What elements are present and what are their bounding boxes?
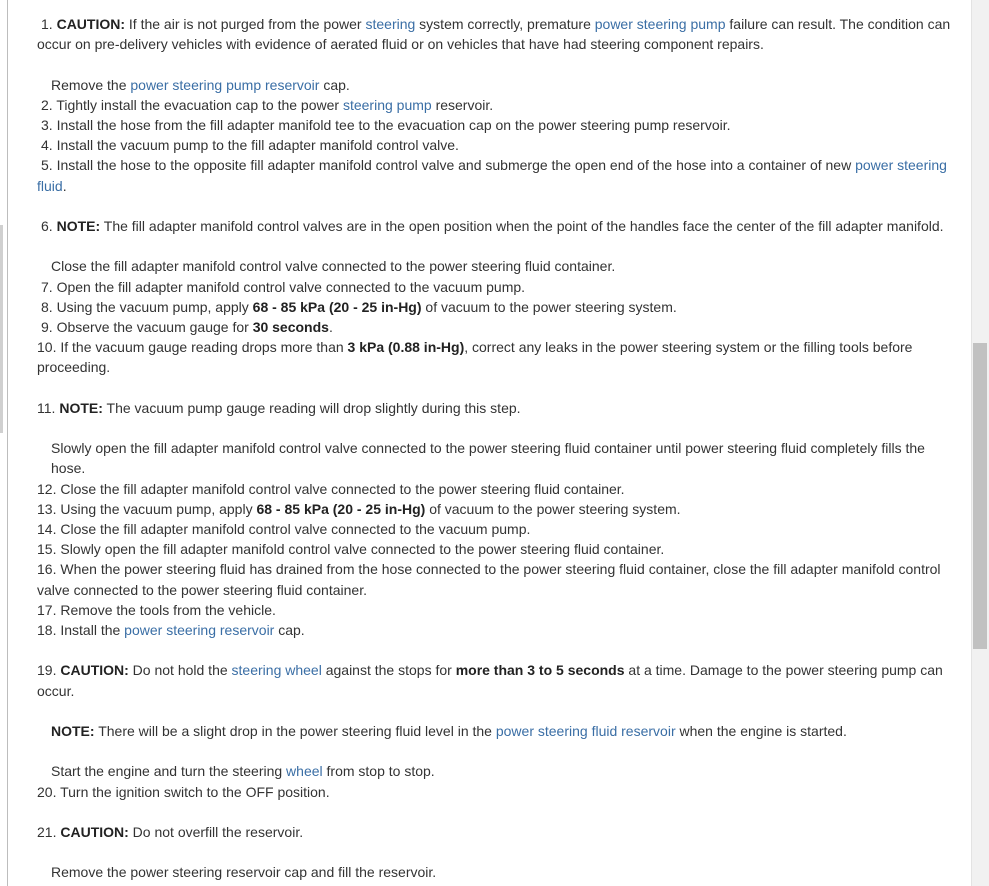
step-13: 13. Using the vacuum pump, apply 68 - 85 kPa (20 - 25 in-Hg) of vacuum to the power steering system. [37, 500, 681, 517]
step-6: 6. NOTE: The fill adapter manifold control valves are in the open position when the point of the handles face the center of the fill adapter manifold. [41, 218, 944, 234]
step-8: 8. Using the vacuum pump, apply 68 - 85 kPa (20 - 25 in-Hg) of vacuum to the power steering system. [41, 298, 677, 315]
caution-label: CAUTION: [60, 823, 129, 840]
step-14: 14. Close the fill adapter manifold control valve connected to the vacuum pump. [37, 521, 531, 537]
link-power-steering-pump[interactable]: power steering pump [594, 16, 726, 32]
step-10: 10. If the vacuum gauge reading drops more than 3 kPa (0.88 in-Hg), correct any leaks in the power steering system or the filling tools before proceeding. [37, 339, 913, 376]
procedure-content [37, 14, 963, 883]
step-11-action: Slowly open the fill adapter manifold control valve connected to the power steering fluid container until power steering fluid completely fills the hose. [51, 440, 925, 477]
step-1: 1. CAUTION: If the air is not purged from the power steering system correctly, premature power steering pump failure can result. The condition can occur on pre-delivery vehicles with evidence of aerated fluid or on vehicles that have had steering component repairs. [37, 16, 951, 53]
step-3: 3. Install the hose from the fill adapter manifold tee to the evacuation cap on the power steering pump reservoir. [41, 117, 731, 133]
step-11: 11. NOTE: The vacuum pump gauge reading will drop slightly during this step. [37, 399, 521, 416]
step-15: 15. Slowly open the fill adapter manifold control valve connected to the power steering fluid container. [37, 541, 665, 558]
step-4: 4. Install the vacuum pump to the fill adapter manifold control valve. [41, 137, 459, 154]
link-power-steering-fluid[interactable]: power steering fluid [37, 157, 947, 194]
left-accent-bar [0, 225, 3, 433]
step-19-action: Start the engine and turn the steering wheel from stop to stop. [51, 763, 435, 780]
step-19-note: NOTE: There will be a slight drop in the power steering fluid level in the power steering fluid reservoir when the engine is started. [51, 723, 847, 739]
note-label: NOTE: [51, 723, 95, 739]
link-power-steering-reservoir[interactable]: power steering reservoir [124, 622, 275, 639]
step-5: 5. Install the hose to the opposite fill adapter manifold control valve and submerge the open end of the hose into a container of new power steering fluid. [37, 157, 947, 194]
link-steering-pump[interactable]: steering pump [342, 96, 432, 113]
scrollbar-thumb[interactable] [973, 343, 987, 649]
left-border [7, 0, 8, 886]
step-20: 20. Turn the ignition switch to the OFF position. [37, 783, 330, 800]
link-wheel[interactable]: wheel [286, 763, 323, 780]
caution-label: CAUTION: [60, 662, 129, 679]
step-16: 16. When the power steering fluid has drained from the hose connected to the power steering fluid container, close the fill adapter manifold control valve connected to the power steering fluid container. [37, 561, 941, 598]
step-1-action: Remove the power steering pump reservoir cap. [51, 76, 350, 93]
step-18: 18. Install the power steering reservoir cap. [37, 622, 305, 639]
note-label: NOTE: [56, 218, 101, 234]
step-17: 17. Remove the tools from the vehicle. [37, 601, 276, 618]
note-label: NOTE: [59, 399, 103, 416]
link-power-steering-fluid-reservoir[interactable]: power steering fluid reservoir [495, 723, 676, 739]
step-21: 21. CAUTION: Do not overfill the reservoir. [37, 823, 304, 840]
step-12: 12. Close the fill adapter manifold control valve connected to the power steering fluid container. [37, 480, 625, 497]
step-9: 9. Observe the vacuum gauge for 30 seconds. [41, 319, 333, 335]
step-21-action: Remove the power steering reservoir cap and fill the reservoir. [51, 864, 437, 881]
step-19: 19. CAUTION: Do not hold the steering wheel against the stops for more than 3 to 5 seconds at a time. Damage to the power steering pump can occur. [37, 662, 943, 699]
caution-label: CAUTION: [56, 16, 126, 32]
link-power-steering-pump-reservoir[interactable]: power steering pump reservoir [130, 76, 320, 93]
step-6-action: Close the fill adapter manifold control valve connected to the power steering fluid container. [51, 258, 616, 275]
step-2: 2. Tightly install the evacuation cap to the power steering pump reservoir. [41, 96, 494, 113]
link-steering-wheel[interactable]: steering wheel [231, 662, 322, 679]
link-steering[interactable]: steering [365, 16, 416, 32]
step-7: 7. Open the fill adapter manifold control valve connected to the vacuum pump. [41, 278, 526, 295]
